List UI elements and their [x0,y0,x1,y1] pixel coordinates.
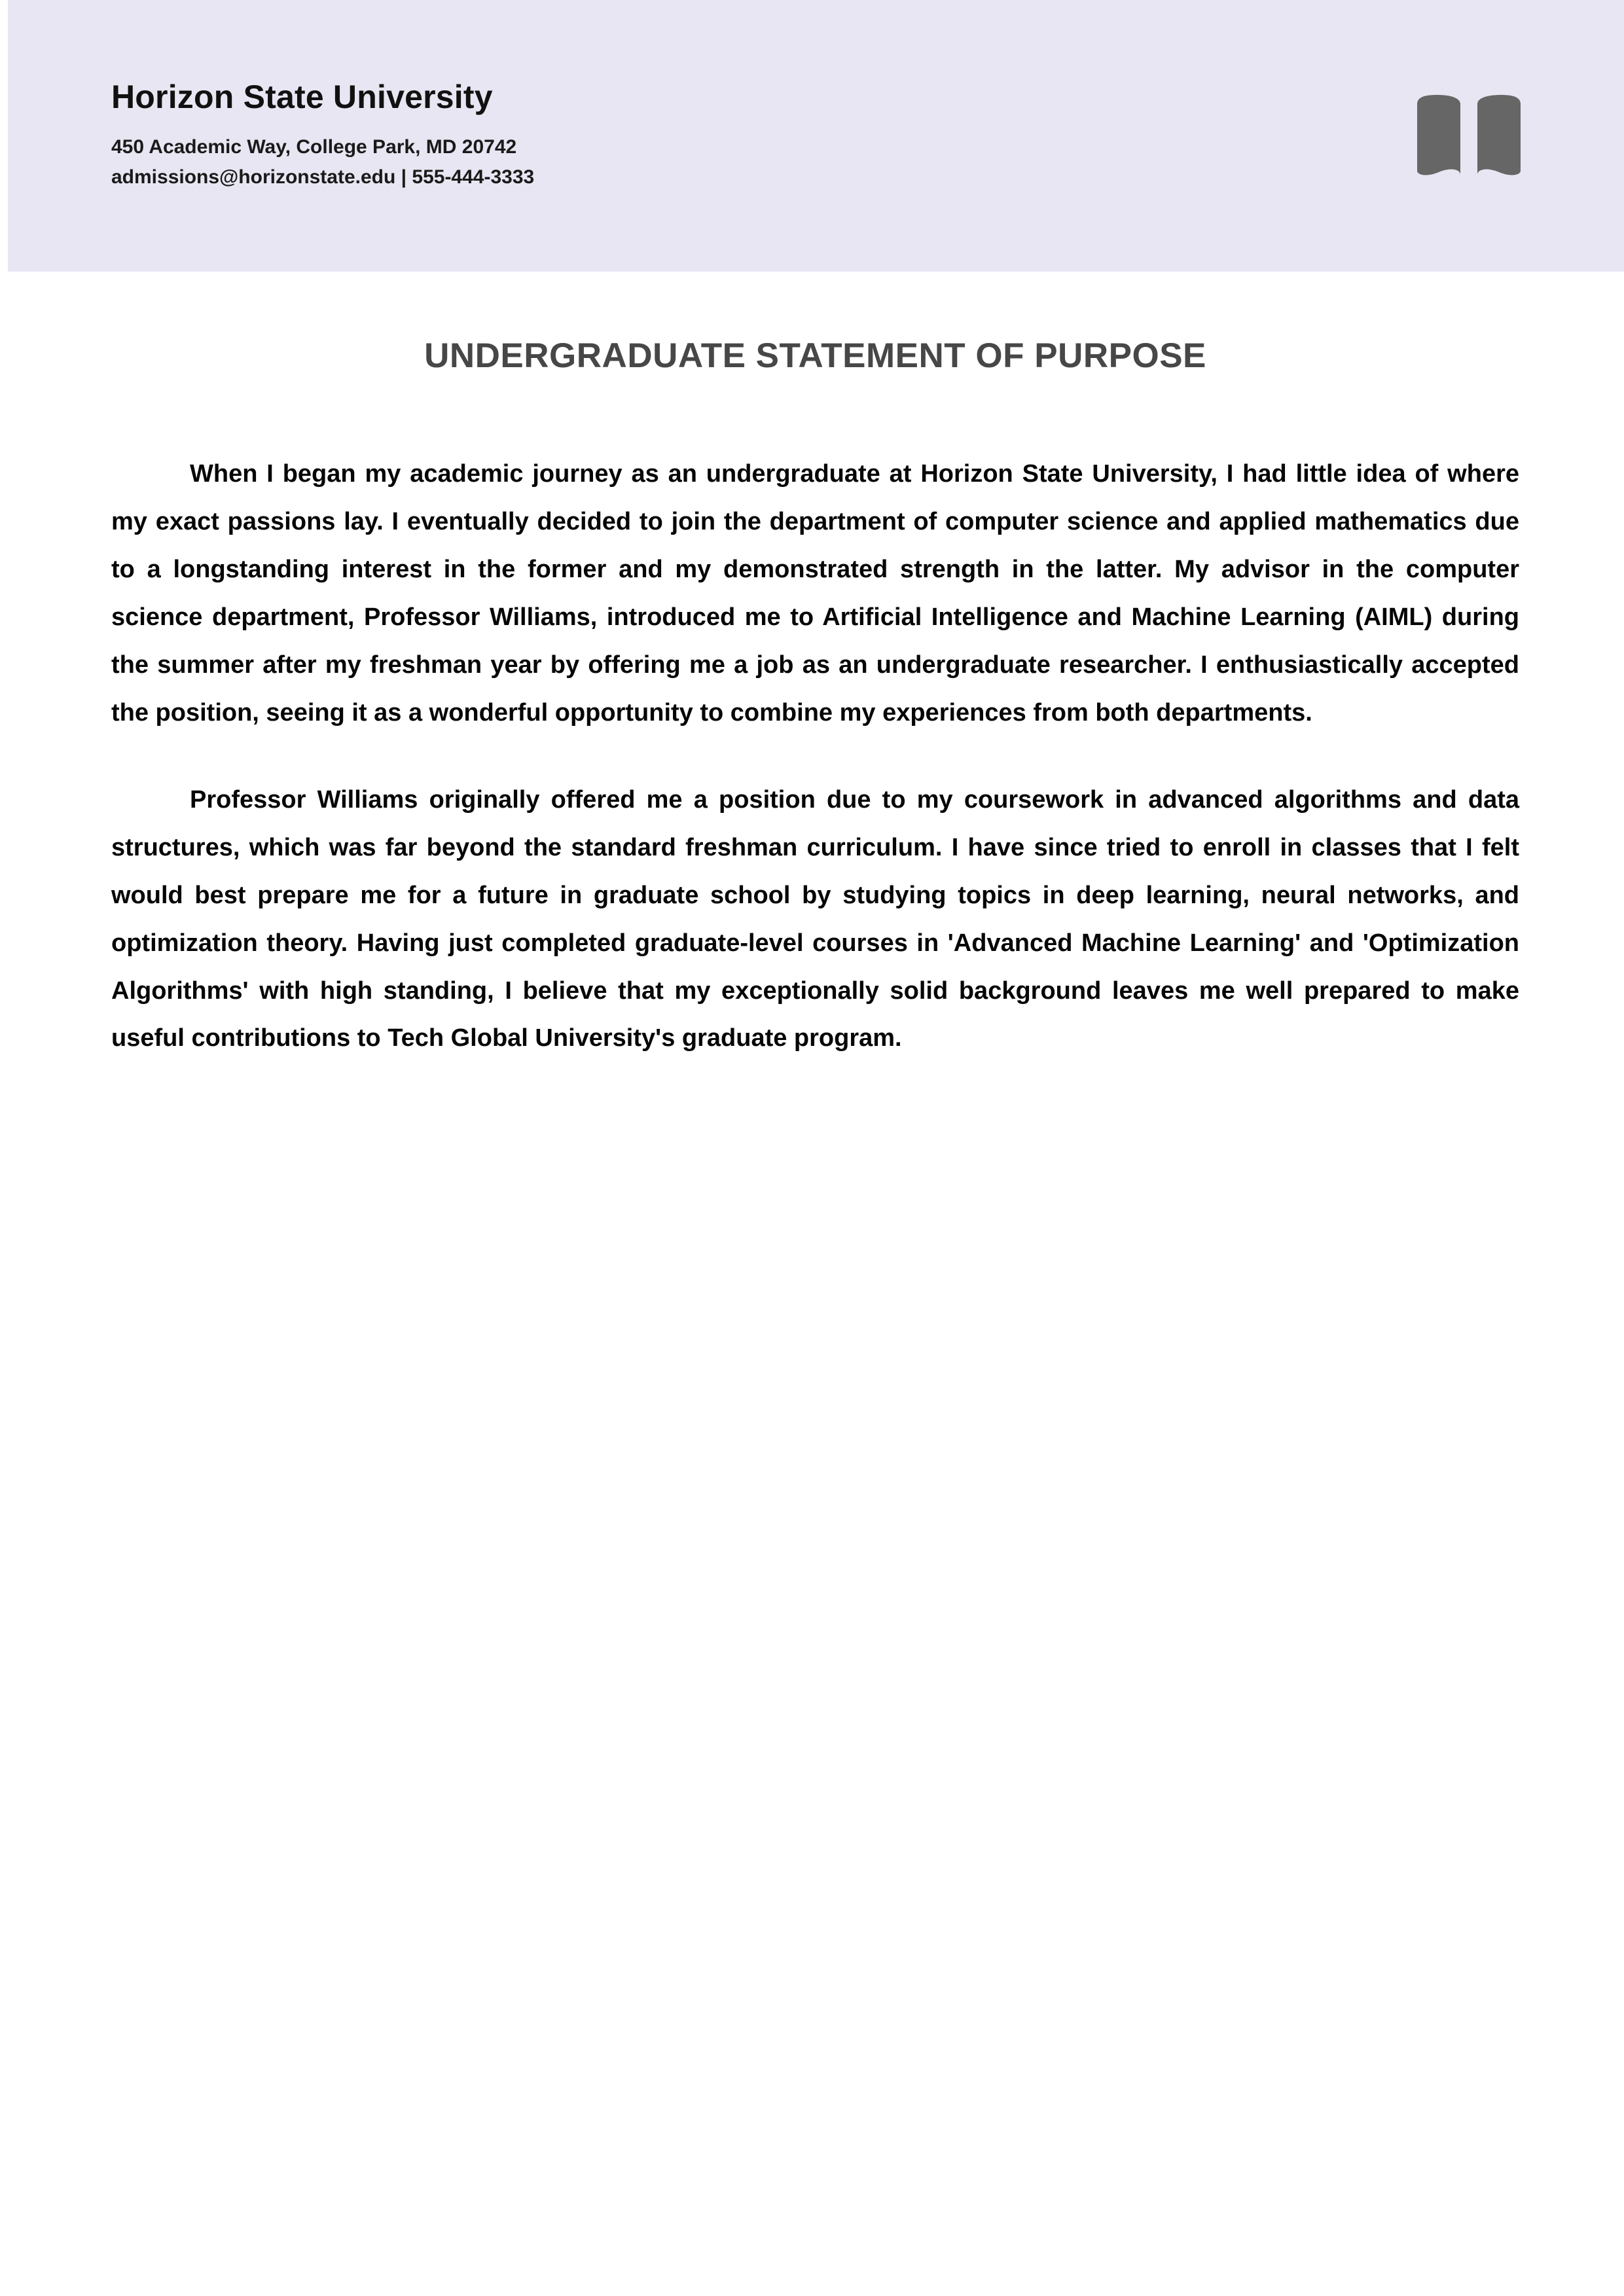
organization-block [111,79,534,193]
letterhead-content [111,0,1532,272]
document-body [111,450,1519,1062]
body-paragraph: When I began my academic journey as an undergraduate at Horizon State University, I had little idea of where my exact passions lay. I eventually decided to join the department of computer science and applied mathematics due to a longstanding interest in the former and my demonstrated strength in the latter. My advisor in the computer science department, Professor Williams, introduced me to Artificial Intelligence and Machine Learning (AIML) during the summer after my freshman year by offering me a job as an undergraduate researcher. I enthusiastically accepted the position, seeing it as a wonderful opportunity to combine my experiences from both departments. [111,460,1519,726]
organization-contact: admissions@horizonstate.edu | 555-444-3333 [111,166,535,188]
letterhead-banner [8,0,1624,272]
body-paragraph: Professor Williams originally offered me a position due to my coursework in advanced algorithms and data structures, which was far beyond the standard freshman curriculum. I have since tried to enroll in classes that I felt would best prepare me for a future in graduate school by studying topics in deep learning, neural networks, and optimization theory. Having just completed graduate-level courses in 'Advanced Machine Learning' and 'Optimization Algorithms' with high standing, I believe that my exceptionally solid background leaves me well prepared to make useful contributions to Tech Global University's graduate program. [111,785,1519,1052]
organization-name: Horizon State University [111,78,493,115]
open-book-icon [1413,94,1525,179]
page-title: UNDERGRADUATE STATEMENT OF PURPOSE [424,336,1206,375]
organization-address: 450 Academic Way, College Park, MD 20742 [111,135,517,158]
